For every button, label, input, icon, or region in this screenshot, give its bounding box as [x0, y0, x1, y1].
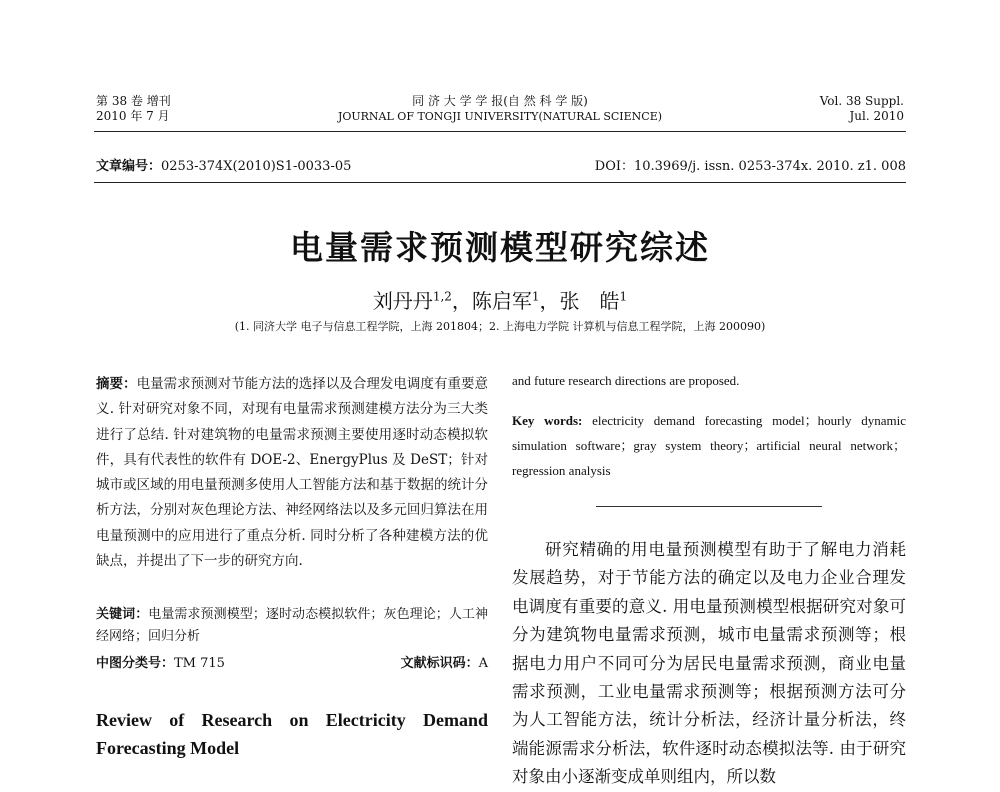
header-rule [94, 131, 906, 132]
abstract-cn [96, 372, 488, 574]
abstract-text: 电量需求预测对节能方法的选择以及合理发电调度有重要意义. 针对研究对象不同，对现有电量需求预测建模方法分为三大类进行了总结. 针对建筑物的电量需求预测主要使用逐时动态模拟软件，具有代表性的软件有 DOE-2、EnergyPlus 及 DeST；针对城市或区域的用电量预测多使用人工智能方法和基于数据的统计分析方法，分别对灰色理论方法、神经网络法以及多元回归算法在用电量预测中的应用进行了重点分析. 同时分析了各种建模方法的优缺点，并提出了下一步的研究方向. [96, 376, 489, 570]
volume-en: Vol. 38 Suppl. [819, 94, 904, 108]
doi: DOI：10.3969/j. issn. 0253-374x. 2010. z1. 008 [594, 159, 906, 174]
abstract-label: 摘要： [96, 376, 137, 392]
author-separator: ， [451, 289, 472, 313]
english-abstract-tail: and future research directions are proposed. [512, 373, 740, 388]
keywords-cn [96, 604, 488, 648]
authors-line [0, 288, 1000, 314]
affiliations: (1. 同济大学 电子与信息工程学院，上海 201804；2. 上海电力学院 计算机与信息工程学院，上海 200090) [234, 320, 766, 333]
header-volume-block [96, 94, 171, 124]
body-paragraph: 研究精确的用电量预测模型有助于了解电力消耗发展趋势，对于节能方法的确定以及电力企业合理发电调度有重要的意义. 用电量预测模型根据研究对象可分为建筑物电量需求预测，城市电量需求预测等；根据电力用户不同可分为居民电量需求预测，商业电量需求预测，工业电量需求预测等；根据预测方法可分为人工智能方法，统计分析法，经济计量分析法，终端能源需求分析法，软件逐时动态模拟法等. 由于研究对象由小逐渐变成单则组内，所以数 [512, 540, 906, 787]
article-number-label: 文章编号： [96, 159, 162, 174]
author-3-affil: 1 [619, 289, 628, 304]
paper-title: 电量需求预测模型研究综述 [290, 228, 710, 267]
author-1: 刘丹丹 [372, 289, 433, 313]
clc-code [96, 656, 225, 671]
keywords-text: 电量需求预测模型；逐时动态模拟软件；灰色理论；人工神经网络；回归分析 [96, 607, 488, 644]
classification-row [96, 655, 488, 673]
document-code [401, 655, 488, 673]
author-2: 陈启军 [471, 289, 532, 313]
english-keywords-label: Key words: [512, 413, 583, 428]
author-2-affil: 1 [531, 289, 540, 304]
english-keywords-text: electricity demand forecasting model；hourly dynamic simulation software；gray system theory；artificial neural network；regression analysis [512, 413, 906, 478]
article-number [96, 159, 351, 175]
english-keywords [512, 408, 906, 483]
doc-code-value: A [478, 656, 488, 671]
volume-issue: 第 38 卷 增刊 [96, 94, 171, 108]
header-volume-en-block [820, 94, 904, 124]
date-en: Jul. 2010 [849, 109, 904, 123]
clc-label: 中图分类号： [96, 656, 175, 671]
meta-rule [94, 182, 906, 183]
author-1-affil: 1,2 [432, 289, 452, 304]
english-title: Review of Research on Electricity Demand Forecasting Model [96, 710, 488, 758]
journal-name-cn: 同 济 大 学 学 报(自 然 科 学 版) [412, 94, 588, 108]
header-journal-block [300, 94, 700, 124]
author-3: 张 皓 [559, 289, 620, 313]
doc-code-label: 文献标识码： [400, 656, 479, 671]
author-separator: ， [539, 289, 560, 313]
clc-value: TM 715 [174, 656, 225, 671]
keywords-label: 关键词： [96, 607, 149, 622]
section-divider [596, 506, 822, 507]
journal-name-en: JOURNAL OF TONGJI UNIVERSITY(NATURAL SCIENCE) [337, 110, 663, 123]
issue-date: 2010 年 7 月 [96, 109, 170, 123]
article-number-value: 0253-374X(2010)S1-0033-05 [161, 159, 352, 174]
